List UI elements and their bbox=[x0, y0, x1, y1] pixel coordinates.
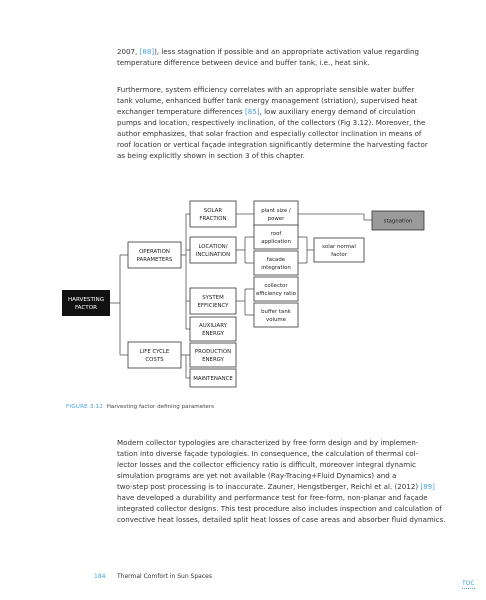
auxiliary-energy-label: AUXILIARY ENERGY bbox=[199, 323, 227, 337]
text-line: have developed a durability and performance test for free-form, non-planar and façade bbox=[117, 493, 428, 502]
location-inclination-box bbox=[190, 237, 236, 263]
text-line: exchanger temperature differences [85], low auxiliary energy demand of circulation bbox=[117, 107, 416, 116]
operation-parameters-label: OPERATION PARAMETERS bbox=[136, 249, 173, 263]
life-cycle-costs-label: LIFE CYCLE COSTS bbox=[139, 349, 170, 363]
auxiliary-energy-box bbox=[190, 317, 236, 341]
text-line: as being explicitly shown in section 3 of this chapter. bbox=[117, 151, 305, 160]
text-line: tank volume, enhanced buffer tank energy management (striation), supervised heat bbox=[117, 96, 418, 105]
operation-parameters-box bbox=[128, 242, 181, 268]
text-line: temperature difference between device and buffer tank, i.e., heat sink. bbox=[117, 58, 370, 67]
citation-link[interactable]: [88] bbox=[139, 47, 155, 56]
text-line: two-step post processing is to inaccurate. Zauner, Hengstberger, Reichl et al. (2012) [89] bbox=[117, 482, 435, 491]
running-head: Thermal Comfort in Sun Spaces bbox=[117, 573, 212, 580]
plant-size-label: plant size / power bbox=[261, 208, 291, 222]
roof-application-box bbox=[254, 225, 298, 249]
citation-link[interactable]: [89] bbox=[420, 482, 435, 491]
toc-link[interactable]: TOC bbox=[462, 580, 475, 587]
solar-normal-label: solar normal factor bbox=[322, 244, 356, 258]
text-line: pumps and location, respectively inclination, of the collectors (Fig 3.12). Moreover, the bbox=[117, 118, 426, 127]
citation-link[interactable]: [85] bbox=[245, 107, 260, 116]
text-line: roof location or vertical façade integration significantly determine the harvesting factor bbox=[117, 140, 428, 149]
production-energy-label: PRODUCTION ENERGY bbox=[194, 349, 232, 363]
solar-fraction-box bbox=[190, 201, 236, 227]
collector-efficiency-box bbox=[254, 277, 298, 301]
collector-efficiency-label: collector efficiency ratio bbox=[255, 283, 297, 297]
figure-number: FIGURE 3.12 bbox=[66, 404, 104, 410]
system-efficiency-box bbox=[190, 288, 236, 314]
page-number: 184 bbox=[94, 573, 106, 580]
text-line: author emphasizes, that solar fraction and especially collector inclination in means of bbox=[117, 129, 422, 138]
maintenance-label: MAINTENANCE bbox=[193, 376, 233, 382]
text-line: convective heat losses, detailed split heat losses of case areas and absorber fluid dynamics. bbox=[117, 515, 446, 524]
solar-fraction-label: SOLAR FRACTION bbox=[199, 208, 227, 222]
plant-size-box bbox=[254, 201, 298, 227]
solar-normal-box bbox=[314, 238, 364, 262]
harvesting-factor-box bbox=[62, 290, 110, 316]
production-energy-box bbox=[190, 343, 236, 367]
text-line: integrated collector designs. This test procedure also includes inspection and calculation of bbox=[117, 504, 442, 513]
text-line: Furthermore, system efficiency correlates with an appropriate sensible water buffer bbox=[117, 85, 415, 94]
facade-integration-label: facade integration bbox=[261, 257, 291, 271]
text-line: tation into diverse façade typologies. In consequence, the calculation of thermal col- bbox=[117, 449, 419, 458]
buffer-tank-box bbox=[254, 303, 298, 327]
text-line: simulation programs are yet not available (Ray-Tracing+Fluid Dynamics) and a bbox=[117, 471, 397, 480]
harvesting-factor-label: HARVESTING FACTOR bbox=[67, 297, 105, 311]
text-line: Modern collector typologies are characterized by free form design and by implemen- bbox=[117, 438, 419, 447]
paragraph-collector-typologies bbox=[117, 437, 446, 525]
figure-caption-text: Harvesting factor defining parameters bbox=[106, 404, 215, 410]
stagnation-label: stagnation bbox=[383, 218, 413, 225]
buffer-tank-label: buffer tank volume bbox=[261, 309, 291, 323]
text-line: 2007, [88]), less stagnation if possible and an appropriate activation value regarding bbox=[117, 47, 419, 56]
location-inclination-label: LOCATION/ INCLINATION bbox=[195, 244, 231, 258]
text-line: lector losses and the collector efficiency ratio is difficult, moreover integral dynamic bbox=[117, 460, 416, 469]
roof-application-label: roof application bbox=[261, 231, 291, 245]
figure-caption bbox=[66, 404, 214, 410]
facade-integration-box bbox=[254, 251, 298, 275]
life-cycle-costs-box bbox=[128, 342, 181, 368]
system-efficiency-label: SYSTEM EFFICIENCY bbox=[197, 295, 229, 309]
